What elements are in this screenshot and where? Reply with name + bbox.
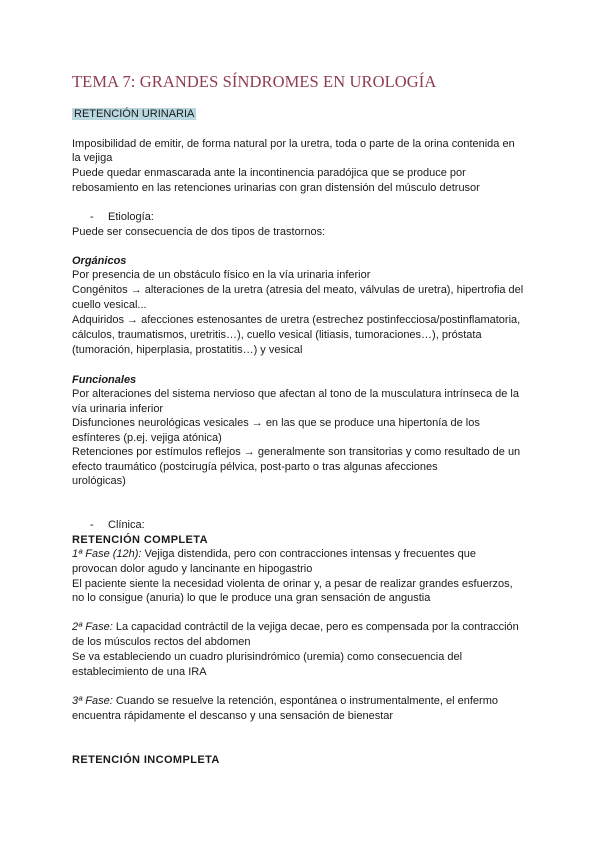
- section-heading-retencion-urinaria: RETENCIÓN URINARIA: [74, 108, 195, 120]
- fase2-line: de los músculos rectos del abdomen: [72, 636, 251, 648]
- funcionales-line: Retenciones por estímulos reflejos → generalmente son transitorias y como resultado de un: [72, 446, 521, 458]
- bullet-dash: -: [90, 519, 94, 531]
- fase2-label: 2ª Fase:: [72, 621, 113, 633]
- page-title: TEMA 7: GRANDES SÍNDROMES EN UROLOGÍA: [72, 72, 437, 91]
- fase1-text: Vejiga distendida, pero con contracciones intensas y frecuentes que: [141, 548, 476, 560]
- clinica-heading: Clínica:: [108, 519, 145, 531]
- organicos-heading: Orgánicos: [72, 255, 127, 267]
- fase1-line: provocan dolor agudo y lancinante en hipogastrio: [72, 563, 313, 575]
- fase2-line: Se va estableciendo un cuadro plurisindrómico (uremia) como consecuencia del: [72, 651, 463, 663]
- funcionales-line: vía urinaria inferior: [72, 403, 164, 415]
- organicos-line: (tumoración, hiperplasia, prostatitis…) y vesical: [72, 344, 303, 356]
- intro-line: Puede quedar enmascarada ante la incontinencia paradójica que se produce por: [72, 167, 466, 179]
- retencion-incompleta-heading: RETENCIÓN INCOMPLETA: [72, 754, 220, 766]
- etiologia-heading: Etiología:: [108, 211, 154, 223]
- retencion-completa-heading: RETENCIÓN COMPLETA: [72, 534, 208, 546]
- fase3-line: encuentra rápidamente el descanso y una sensación de bienestar: [72, 710, 394, 722]
- intro-line: la vejiga: [72, 152, 113, 164]
- fase2-text: La capacidad contráctil de la vejiga decae, pero es compensada por la contracción: [112, 621, 519, 633]
- funcionales-line: urológicas): [72, 475, 126, 487]
- organicos-line: Por presencia de un obstáculo físico en la vía urinaria inferior: [72, 269, 371, 281]
- fase3-text: Cuando se resuelve la retención, espontánea o instrumentalmente, el enfermo: [112, 695, 498, 707]
- fase3-label: 3ª Fase:: [72, 695, 113, 707]
- bullet-dash: -: [90, 211, 94, 223]
- organicos-line: Congénitos → alteraciones de la uretra (atresia del meato, válvulas de uretra), hipertrofia del: [72, 284, 524, 296]
- intro-line: rebosamiento en las retenciones urinarias con gran distensión del músculo detrusor: [72, 182, 480, 194]
- fase1-line: no lo consigue (anuria) lo que le produce una gran sensación de angustia: [72, 592, 431, 604]
- fase2-line: establecimiento de una IRA: [72, 666, 207, 678]
- organicos-line: Adquiridos → afecciones estenosantes de uretra (estrechez postinfecciosa/postinflamatoria,: [72, 314, 521, 326]
- funcionales-line: esfínteres (p.ej. vejiga atónica): [72, 432, 222, 444]
- fase3-line: [72, 694, 498, 708]
- funcionales-heading: Funcionales: [72, 374, 137, 386]
- funcionales-line: Disfunciones neurológicas vesicales → en las que se produce una hipertonía de los: [72, 417, 480, 429]
- fase2-line: [72, 620, 519, 634]
- funcionales-line: efecto traumático (postcirugía pélvica, post-parto o tras algunas afecciones: [72, 461, 438, 473]
- fase1-line: [72, 547, 476, 561]
- funcionales-line: Por alteraciones del sistema nervioso que afectan al tono de la musculatura intrínseca de la: [72, 388, 519, 400]
- intro-line: Imposibilidad de emitir, de forma natural por la uretra, toda o parte de la orina contenida en: [72, 138, 515, 150]
- organicos-line: cálculos, traumatismos, uretritis…), cuello vesical (litiasis, tumoraciones…), próstata: [72, 329, 482, 341]
- fase1-line: El paciente siente la necesidad violenta de orinar y, a pesar de realizar grandes esfuerzos,: [72, 578, 513, 590]
- fase1-label: 1ª Fase (12h):: [72, 548, 142, 560]
- organicos-line: cuello vesical...: [72, 299, 147, 311]
- etiologia-text: Puede ser consecuencia de dos tipos de trastornos:: [72, 226, 326, 238]
